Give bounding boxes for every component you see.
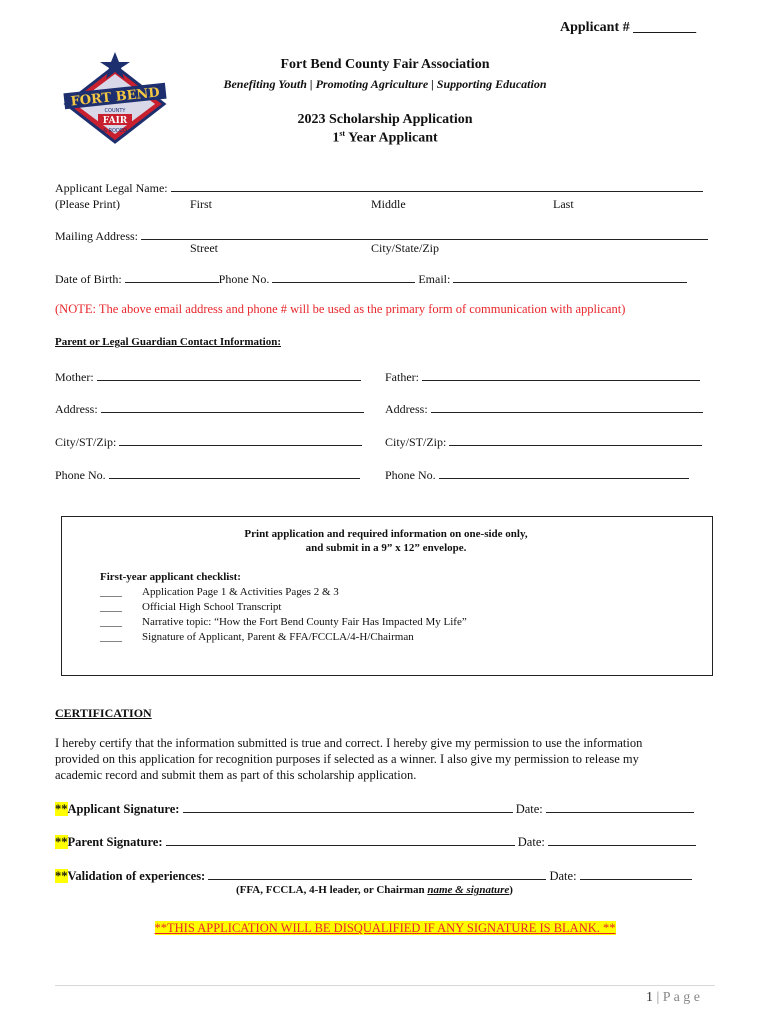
parent-date-field[interactable]: Date: — [518, 835, 696, 849]
first-name-label: First — [190, 197, 213, 211]
checklist-item[interactable]: ____ Narrative topic: “How the Fort Bend County Fair Has Impacted My Life” — [100, 616, 467, 628]
disqualification-warning: **THIS APPLICATION WILL BE DISQUALIFIED IF ANY SIGNATURE IS BLANK. ** — [154, 921, 616, 935]
svg-text:FORT BEND: FORT BEND — [69, 85, 161, 110]
street-label: Street — [190, 241, 218, 255]
checklist-title: First-year applicant checklist: — [100, 571, 241, 583]
email-field[interactable]: Email: — [418, 272, 687, 286]
certification-body-3: academic record and submit them as part of this scholarship application. — [55, 768, 417, 782]
checklist-item[interactable]: ____ Official High School Transcript — [100, 601, 282, 613]
guardian-heading: Parent or Legal Guardian Contact Information: — [55, 336, 281, 348]
contact-note: (NOTE: The above email address and phone # will be used as the primary form of communication with applicant) — [55, 302, 626, 316]
father-field[interactable]: Father: — [385, 369, 700, 385]
instructions-line-2: and submit in a 9” x 12” envelope. — [305, 542, 467, 554]
parent-signature-field[interactable]: **Parent Signature: Date: — [55, 834, 696, 850]
footer-divider — [55, 985, 715, 986]
required-marker: ** — [55, 869, 68, 883]
father-phone-field[interactable]: Phone No. — [385, 467, 689, 483]
certification-heading: CERTIFICATION — [55, 706, 152, 720]
validation-signature-field[interactable]: **Validation of experiences: Date: — [55, 868, 692, 884]
legal-name-label: Applicant Legal Name: — [55, 181, 168, 195]
form-subtitle: 1st Year Applicant — [332, 129, 438, 146]
city-state-zip-label: City/State/Zip — [371, 241, 439, 255]
applicant-date-field[interactable]: Date: — [516, 802, 694, 816]
validation-note: (FFA, FCCLA, 4-H leader, or Chairman name & signature) — [236, 884, 513, 896]
mother-phone-field[interactable]: Phone No. — [55, 467, 360, 483]
certification-body-1: I hereby certify that the information submitted is true and correct. I hereby give my permission to use the information — [55, 736, 643, 750]
contact-row — [55, 271, 687, 287]
phone-field[interactable]: Phone No. — [219, 272, 416, 286]
svg-text:COUNTY: COUNTY — [104, 108, 126, 114]
dob-field[interactable]: Date of Birth: — [55, 272, 219, 286]
mother-field[interactable]: Mother: — [55, 369, 361, 385]
mailing-address-label: Mailing Address: — [55, 229, 138, 243]
org-tagline: Benefiting Youth | Promoting Agriculture | Supporting Education — [223, 77, 547, 91]
required-marker: ** — [55, 835, 68, 849]
please-print-label: (Please Print) — [55, 197, 120, 211]
form-title: 2023 Scholarship Application — [297, 112, 473, 127]
father-address-field[interactable]: Address: — [385, 401, 703, 417]
certification-body-2: provided on this application for recognition purposes if selected as a winner. I also give my permission to release my — [55, 752, 639, 766]
mother-address-field[interactable]: Address: — [55, 401, 364, 417]
father-city-field[interactable]: City/ST/Zip: — [385, 434, 702, 450]
applicant-number: Applicant # _________ — [560, 20, 697, 35]
validation-date-field[interactable]: Date: — [549, 869, 691, 883]
applicant-signature-field[interactable]: **Applicant Signature: Date: — [55, 801, 694, 817]
legal-name-field[interactable] — [55, 180, 703, 196]
last-name-label: Last — [553, 197, 574, 211]
instructions-line-1: Print application and required information on one-side only, — [244, 528, 528, 540]
svg-text:& RODEO: & RODEO — [103, 128, 127, 134]
mother-city-field[interactable]: City/ST/Zip: — [55, 434, 362, 450]
checklist-item[interactable]: ____ Signature of Applicant, Parent & FFA/FCCLA/4-H/Chairman — [100, 631, 414, 643]
middle-name-label: Middle — [371, 197, 406, 211]
checklist-item[interactable]: ____ Application Page 1 & Activities Pages 2 & 3 — [100, 586, 339, 598]
required-marker: ** — [55, 802, 68, 816]
page-number: 1 | P a g e — [646, 990, 700, 1005]
org-name: Fort Bend County Fair Association — [280, 57, 490, 72]
svg-text:FAIR: FAIR — [102, 116, 128, 126]
